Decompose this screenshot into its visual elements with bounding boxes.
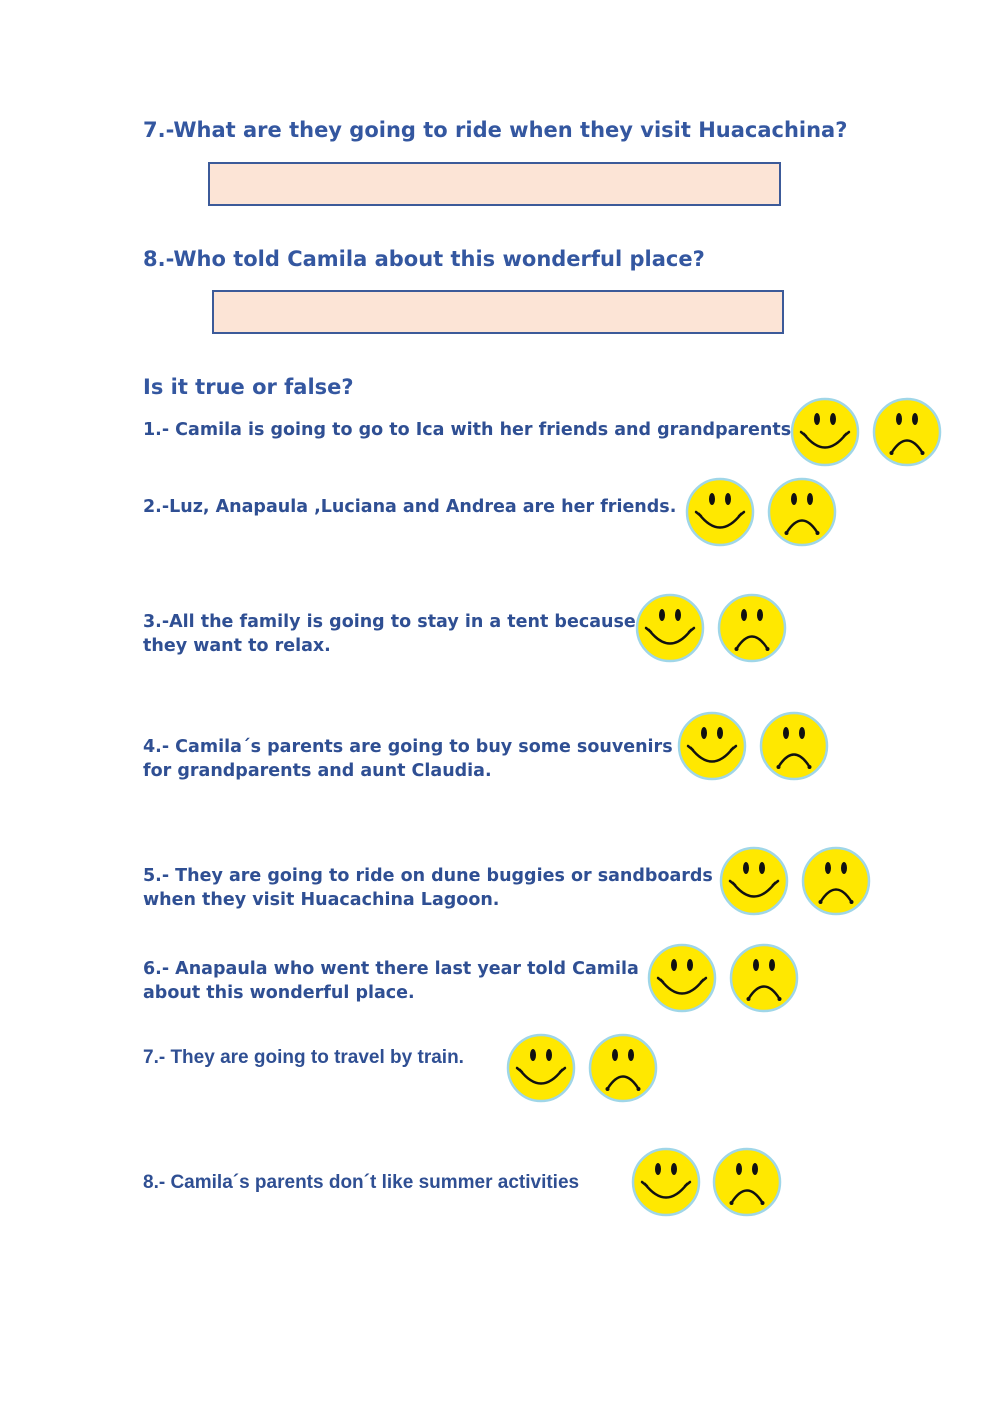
statement-3 [143,610,636,658]
statement-1 [143,418,791,442]
statement-6 [143,957,639,1005]
statement-7 [143,1046,464,1070]
statement-5 [143,864,713,912]
statement-line: 8.- Camila´s parents don´t like summer activities [143,1172,580,1193]
happy-face-icon[interactable] [647,943,717,1013]
question-7-title: 7.-What are they going to ride when they visit Huacachina? [143,118,848,142]
happy-face-icon[interactable] [631,1147,701,1217]
statement-line: for grandparents and aunt Claudia. [143,761,492,781]
happy-face-icon[interactable] [677,711,747,781]
statement-8 [143,1171,579,1195]
happy-face-icon[interactable] [635,593,705,663]
answer-box-question-7[interactable] [208,162,781,206]
sad-face-icon[interactable] [588,1033,658,1103]
statement-line: 2.-Luz, Anapaula ,Luciana and Andrea are her friends. [143,497,677,517]
statement-line: 7.- They are going to travel by train. [143,1047,464,1068]
statement-line: they want to relax. [143,636,331,656]
statement-line: 1.- Camila is going to go to Ica with her friends and grandparents [143,420,792,440]
statement-line: 6.- Anapaula who went there last year told Camila [143,959,639,979]
statement-line: 4.- Camila´s parents are going to buy some souvenirs [143,737,673,757]
sad-face-icon[interactable] [767,477,837,547]
statement-line: when they visit Huacachina Lagoon. [143,890,500,910]
true-false-section-title: Is it true or false? [143,375,354,399]
happy-face-icon[interactable] [685,477,755,547]
sad-face-icon[interactable] [801,846,871,916]
statement-line: 5.- They are going to ride on dune buggies or sandboards [143,866,713,886]
sad-face-icon[interactable] [759,711,829,781]
answer-box-question-8[interactable] [212,290,784,334]
statement-2 [143,495,676,519]
happy-face-icon[interactable] [790,397,860,467]
statement-4 [143,735,673,783]
question-8-title: 8.-Who told Camila about this wonderful place? [143,247,705,271]
statement-line: 3.-All the family is going to stay in a tent because [143,612,636,632]
sad-face-icon[interactable] [872,397,942,467]
sad-face-icon[interactable] [712,1147,782,1217]
happy-face-icon[interactable] [719,846,789,916]
sad-face-icon[interactable] [729,943,799,1013]
happy-face-icon[interactable] [506,1033,576,1103]
statement-line: about this wonderful place. [143,983,415,1003]
sad-face-icon[interactable] [717,593,787,663]
